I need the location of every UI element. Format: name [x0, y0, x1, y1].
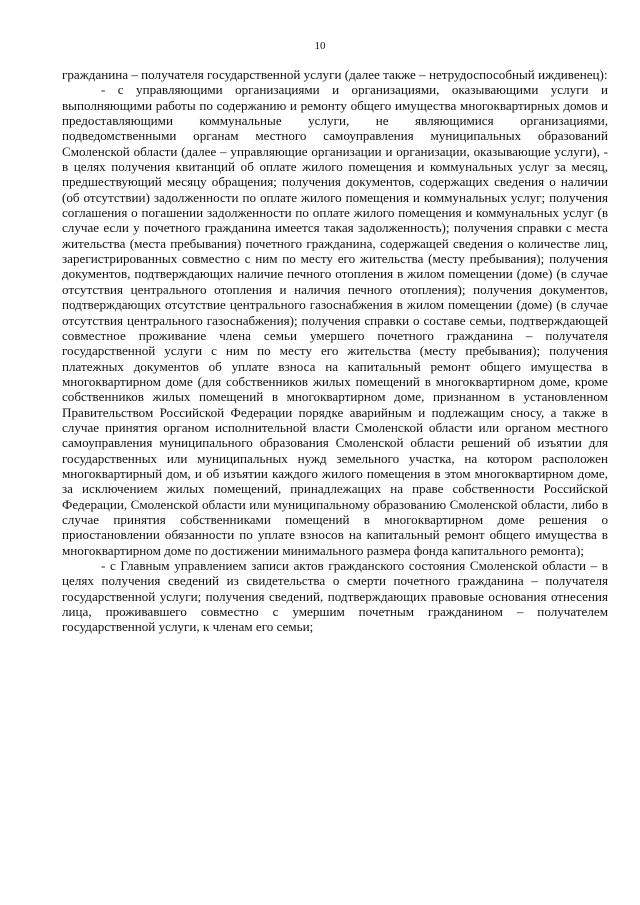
body-text: [62, 67, 608, 635]
page-number: 10: [314, 40, 326, 52]
paragraph-civil-registry: - с Главным управлением записи актов гражданского состояния Смоленской области – в целях получения сведений из свидетельства о смерти почетного гражданина – получателя государственной услуги; получения сведений, подтверждающих правовые основания отнесения лица, проживавшего совместно с умершим почетным гражданином – получателем государственной услуги, к членам его семьи;: [62, 558, 608, 635]
paragraph-continuation: гражданина – получателя государственной услуги (далее также – нетрудоспособный иждивенец):: [62, 67, 608, 82]
paragraph-management-organizations: - с управляющими организациями и организациями, оказывающими услуги и выполняющими работы по содержанию и ремонту общего имущества многоквартирных домов и предоставляющими коммунальные услуги, не являющимися организациями, подведомственными органам местного самоуправления муниципальных образований Смоленской области (далее – управляющие организации и организации, оказывающие услуги), - в целях получения квитанций об оплате жилого помещения и коммунальных услуг за месяц, предшествующий месяцу обращения; получения документов, содержащих сведения о наличии (об отсутствии) задолженности по оплате жилого помещения и коммунальных услуг; получения соглашения о погашении задолженности по оплате жилого помещения и коммунальных услуг (в случае если у почетного гражданина имеется такая задолженность); получения справки с места жительства (места пребывания) почетного гражданина, содержащей сведения о количестве лиц, зарегистрированных совместно с ним по месту его жительства (месту пребывания); получения документов, подтверждающих наличие печного отопления в жилом помещении (доме) (в случае отсутствия центрального отопления и наличия печного отопления); получения документов, подтверждающих отсутствие центрального газоснабжения в жилом помещении (доме) (в случае отсутствия центрального газоснабжения); получения справки о составе семьи, подтверждающей совместное проживание члена семьи умершего почетного гражданина – получателя государственной услуги с ним по месту его жительства (месту пребывания); получения платежных документов об уплате взноса на капитальный ремонт общего имущества в многоквартирном доме (для собственников жилых помещений в многоквартирном доме, кроме собственников жилых помещений в многоквартирном доме, признанном в установленном Правительством Российской Федерации порядке аварийным и подлежащим сносу, а также в случае принятия органом исполнительной власти Смоленской области или органом местного самоуправления муниципального образования Смоленской области решений об изъятии для государственных или муниципальных нужд земельного участка, на котором расположен многоквартирный дом, и об изъятии каждого жилого помещения в этом многоквартирном доме, за исключением жилых помещений, принадлежащих на праве собственности Российской Федерации, Смоленской области или муниципальному образованию Смоленской области, либо в случае принятия собственниками помещений в многоквартирном доме решения о приостановлении обязанности по уплате взносов на капитальный ремонт общего имущества в многоквартирном доме по достижении минимального размера фонда капитального ремонта);: [62, 82, 608, 558]
